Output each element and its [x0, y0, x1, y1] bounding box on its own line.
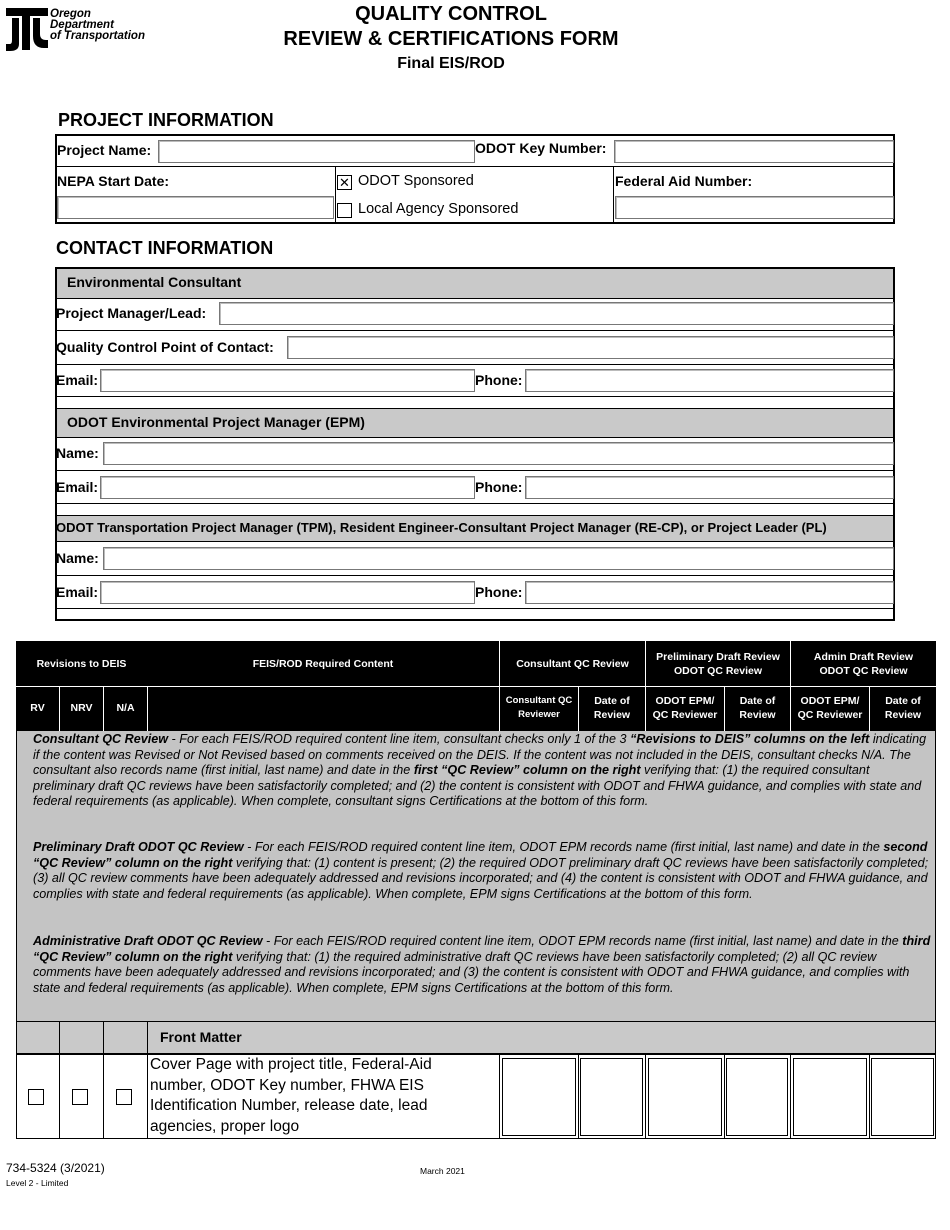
instructions-preliminary: Preliminary Draft ODOT QC Review - For each FEIS/ROD required content line item, ODOT EPM records name (first initial, last name) and date in the second “QC Review” column on the right verifying that: (1) content is present; (2) the required ODOT preliminary draft QC reviews have been satisfactorily completed; (3) all QC review comments have been adequately addressed and revisions incorporated; and (4) the content is consistent with ODOT and FHWA guidance, and complies with state and federal requirements (as applicable). When complete, EPM signs Certifications at the bottom of this form.: [33, 840, 929, 901]
sub-admin-epm-line1: ODOT EPM/: [800, 695, 860, 707]
agency-line1: Oregon: [50, 8, 91, 20]
sub-prelim-date-line2: Review: [739, 709, 776, 721]
federal-aid-label: Federal Aid Number:: [615, 173, 753, 189]
consultant-pm-label: Project Manager/Lead:: [56, 305, 207, 321]
qc-contact-input[interactable]: [287, 336, 894, 359]
tpm-email-label: Email:: [56, 584, 99, 600]
nepa-start-label: NEPA Start Date:: [57, 173, 170, 189]
odot-sponsored-label: ODOT Sponsored: [358, 173, 474, 189]
rv-checkbox[interactable]: [28, 1089, 44, 1105]
sub-rv: RV: [30, 702, 45, 714]
project-name-input[interactable]: [158, 140, 475, 163]
row-content-text: Cover Page with project title, Federal-Aid number, ODOT Key number, FHWA EIS Identification Number, release date, lead agencies, proper logo: [150, 1056, 432, 1135]
tpm-email-input[interactable]: [100, 581, 475, 604]
project-info-heading: PROJECT INFORMATION: [58, 110, 274, 130]
sub-consultant-date-line1: Date of: [594, 695, 630, 707]
consultant-pm-input[interactable]: [219, 302, 894, 325]
consultant-email-input[interactable]: [100, 369, 475, 392]
epm-phone-label: Phone:: [475, 479, 523, 495]
nrv-checkbox[interactable]: [72, 1089, 88, 1105]
prelim-reviewer-field[interactable]: [648, 1058, 722, 1136]
prelim-date-field[interactable]: [726, 1058, 788, 1136]
tpm-phone-input[interactable]: [525, 581, 894, 604]
na-checkbox[interactable]: [116, 1089, 132, 1105]
consultant-heading: Environmental Consultant: [67, 274, 242, 290]
epm-email-label: Email:: [56, 479, 99, 495]
sub-consultant-reviewer-line2: Reviewer: [518, 709, 560, 720]
col-admin-header-line1: Admin Draft Review: [813, 651, 914, 663]
consultant-phone-label: Phone:: [475, 372, 523, 388]
consultant-date-field[interactable]: [580, 1058, 643, 1136]
col-revisions-header: Revisions to DEIS: [36, 658, 127, 670]
consultant-email-label: Email:: [56, 372, 99, 388]
sub-consultant-reviewer-line1: Consultant QC: [505, 695, 573, 706]
local-agency-sponsored-checkbox[interactable]: [337, 203, 352, 218]
form-title-line2: REVIEW & CERTIFICATIONS FORM: [283, 28, 619, 50]
col-content-header: FEIS/ROD Required Content: [252, 658, 394, 670]
epm-heading: ODOT Environmental Project Manager (EPM): [67, 414, 365, 430]
sub-prelim-epm-line2: QC Reviewer: [652, 709, 718, 721]
agency-line3: of Transportation: [50, 30, 145, 42]
col-admin-header-line2: ODOT QC Review: [819, 665, 908, 677]
footer-date: March 2021: [420, 1166, 465, 1176]
access-level: Level 2 - Limited: [6, 1178, 69, 1188]
sub-na: N/A: [116, 702, 135, 714]
sub-prelim-date-line1: Date of: [739, 695, 776, 707]
odot-key-label: ODOT Key Number:: [475, 140, 607, 156]
instructions-consultant: Consultant QC Review - For each FEIS/ROD required content line item, consultant checks only 1 of the 3 “Revisions to DEIS” columns on the left indicating if the content was Revised or Not Revised based on comments received on the DEIS. If the content was not included in the DEIS, consultant checks N/A. The consultant also records name (first initial, last name) and date in the first “QC Review” column on the right verifying that: (1) the required consultant preliminary draft QC reviews have been satisfactorily completed; and (2) the content is consistent with ODOT and FHWA guidance, and complies with state and federal requirements (as applicable). When complete, consultant signs Certifications at the bottom of this form.: [33, 732, 927, 808]
epm-name-label: Name:: [56, 445, 99, 461]
epm-name-input[interactable]: [103, 442, 894, 465]
sub-consultant-date-line2: Review: [593, 709, 631, 721]
front-matter-heading: Front Matter: [160, 1029, 242, 1045]
front-matter-row: [16, 1021, 936, 1054]
tpm-phone-label: Phone:: [475, 584, 523, 600]
sub-admin-epm-line2: QC Reviewer: [797, 709, 863, 721]
epm-email-input[interactable]: [100, 476, 475, 499]
federal-aid-input[interactable]: [615, 196, 894, 219]
qc-contact-label: Quality Control Point of Contact:: [56, 339, 274, 355]
epm-phone-input[interactable]: [525, 476, 894, 499]
project-name-label: Project Name:: [57, 142, 152, 158]
nepa-start-input[interactable]: [57, 196, 334, 219]
agency-line2: Department: [50, 19, 114, 31]
col-prelim-header-line1: Preliminary Draft Review: [656, 651, 780, 663]
form-subtitle: Final EIS/ROD: [397, 55, 505, 72]
col-prelim-header-line2: ODOT QC Review: [673, 665, 763, 677]
instructions-administrative: Administrative Draft ODOT QC Review - For each FEIS/ROD required content line item, ODOT EPM records name (first initial, last name) and date in the third “QC Review” column on the right verifying that: (1) the required administrative draft QC reviews have been satisfactorily completed; (2) all QC review comments have been adequately addressed and revisions incorporated; and (3) the content is consistent with ODOT and FHWA guidance, and complies with state and federal requirements (as applicable). When complete, EPM signs Certifications at the bottom of this form.: [33, 934, 931, 995]
consultant-reviewer-field[interactable]: [502, 1058, 576, 1136]
tpm-name-input[interactable]: [103, 547, 894, 570]
form-number: 734-5324 (3/2021): [6, 1161, 105, 1175]
sub-admin-date-line1: Date of: [885, 695, 921, 707]
tpm-heading: ODOT Transportation Project Manager (TPM), Resident Engineer-Consultant Project Manager (RE-CP), or Project Leader (PL): [56, 520, 827, 535]
sub-nrv: NRV: [70, 702, 93, 714]
odot-key-input[interactable]: [614, 140, 894, 163]
local-agency-sponsored-label: Local Agency Sponsored: [358, 201, 519, 217]
contact-info-heading: CONTACT INFORMATION: [56, 238, 274, 258]
form-title-line1: QUALITY CONTROL: [355, 3, 547, 25]
odot-sponsored-checkbox[interactable]: ✕: [337, 175, 352, 190]
admin-reviewer-field[interactable]: [793, 1058, 867, 1136]
sub-admin-date-line2: Review: [884, 709, 922, 721]
admin-date-field[interactable]: [871, 1058, 934, 1136]
tpm-name-label: Name:: [56, 550, 99, 566]
col-consultant-header: Consultant QC Review: [516, 658, 629, 670]
consultant-phone-input[interactable]: [525, 369, 894, 392]
sub-prelim-epm-line1: ODOT EPM/: [655, 695, 715, 707]
